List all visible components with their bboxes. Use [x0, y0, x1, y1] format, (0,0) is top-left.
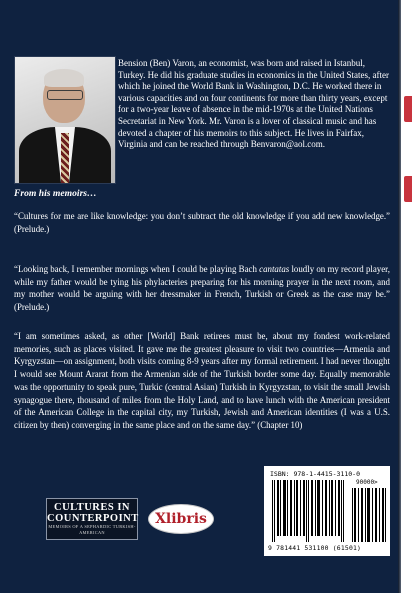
barcode-digits: 9 781441 531100 (61501)	[268, 544, 362, 552]
logo-line-2: COUNTERPOINT	[47, 513, 139, 524]
logo-line-3: MEMOIRS OF A SEPHARDIC TURKISH-AMERICAN	[48, 524, 136, 535]
spine-edge	[398, 0, 412, 593]
logo-line-1: CULTURES IN	[53, 502, 130, 513]
memoirs-heading: From his memoirs…	[14, 188, 97, 199]
quote-text: loudly on my record player, while my father would be tying his phylacteries preparing for his morning prayer in the next room, and my mother would be arguing with her dressmaker in French, Turkish or Greek as the case may be.” (Prelude.)	[14, 264, 390, 313]
cultures-in-counterpoint-logo	[46, 498, 138, 540]
spine-red-mark	[404, 96, 412, 122]
author-bio: Bension (Ben) Varon, an economist, was born and raised in Istanbul, Turkey. He did his graduate studies in economics in the United States, after which he joined the World Bank in Washington, D.C. He worked there in various capacities and on four continents for more than thirty years, except for a two-year leave of absence in the mid-1970s at the United Nations Secretariat in New York. Mr. Varon is a lover of classical music and has devoted a chapter of his memoirs to this subject. He lives in Fairfax, Virginia and can be reached through Benvaron@aol.com.	[118, 58, 390, 150]
barcode-addon-number: 90000>	[356, 479, 378, 486]
barcode-bars	[272, 480, 344, 542]
spine-red-mark	[404, 176, 412, 202]
quote-italic-word: cantatas	[259, 264, 290, 274]
author-photo	[14, 56, 116, 184]
xlibris-publisher-logo: Xlibris	[148, 504, 214, 534]
barcode-addon-bars	[352, 488, 386, 542]
quote-text: “Looking back, I remember mornings when I could be playing Bach	[14, 264, 260, 274]
quote-prelude-knowledge: “Cultures for me are like knowledge: you don’t subtract the old knowledge if you add new knowledge.” (Prelude.)	[14, 211, 390, 234]
isbn-barcode	[264, 466, 390, 556]
quote-prelude-mornings	[14, 263, 390, 314]
isbn-label: ISBN: 978-1-4415-3110-0	[270, 470, 361, 478]
quote-chapter-10: “I am sometimes asked, as other [World] Bank retirees must be, about my fondest work-related memories, such as places visited. It gave me the greatest pleasure to visit two countries—Armenia and Kyrgyzstan—on assignment, both visits coming 8-9 years after my formal retirement. I had never thought I would see Mount Ararat from the Armenian side of the Turkish border some day. Equally memorable was the opportunity to speak pure, Turkic (central Asian) Turkish in Kyrgyzstan, to visit the small Jewish synagogue there, thousand of miles from the Holy Land, and to have lunch with the American president of the American College in the capital city, my Turkish, Jewish and American identities (I was a U.S. citizen by then) converging in the same place and on the same day.” (Chapter 10)	[14, 331, 390, 430]
